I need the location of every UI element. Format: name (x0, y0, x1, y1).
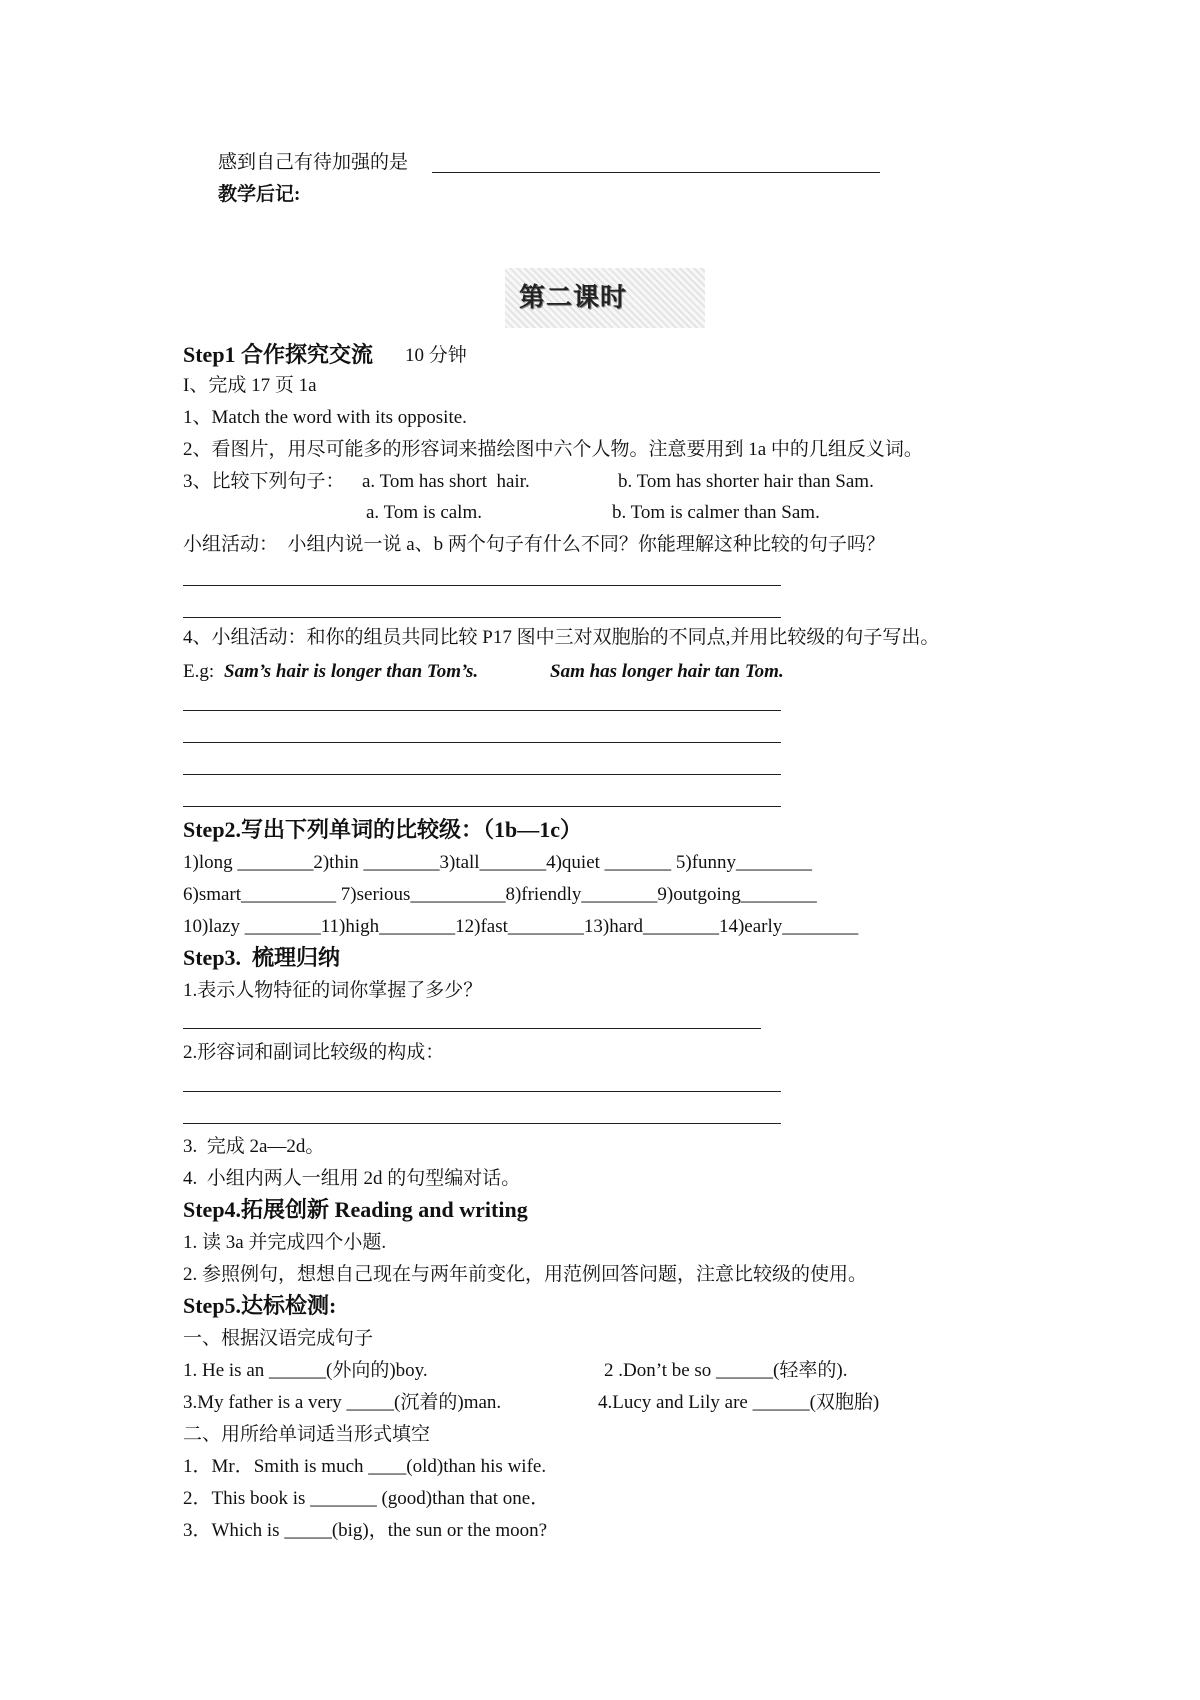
step1-time: 10 分钟 (405, 345, 467, 366)
step1-item-3-sentence-a1: a. Tom has short hair. (362, 471, 530, 492)
step4-question-1: 1. 读 3a 并完成四个小题. (183, 1232, 387, 1253)
step5-fill-2: 2．This book is _______ (good)than that one． (183, 1488, 550, 1509)
step2-row-2: 6)smart__________ 7)serious__________8)friendly________9)outgoing________ (183, 884, 817, 905)
step1-example-label: E.g: (183, 661, 219, 682)
step1-group-activity: 小组活动： 小组内说一说 a、b 两个句子有什么不同？你能理解这种比较的句子吗？ (183, 534, 885, 555)
step1-item-3-sentence-a2: a. Tom is calm. (366, 502, 482, 523)
step5-fill-1: 1．Mr．Smith is much ____(old)than his wife. (183, 1456, 547, 1477)
step1-example-1: Sam’s hair is longer than Tom’s. (224, 661, 479, 682)
step1-item-3-sentence-b2: b. Tom is calmer than Sam. (612, 502, 820, 523)
answer-line (183, 742, 781, 743)
lesson-title-block (505, 268, 705, 328)
step4-heading: Step4.拓展创新 Reading and writing (183, 1197, 528, 1222)
lesson-title: 第二课时 (519, 283, 628, 312)
step3-heading: Step3. 梳理归纳 (183, 945, 341, 970)
step3-question-4: 4. 小组内两人一组用 2d 的句型编对话。 (183, 1168, 521, 1189)
step2-row-3: 10)lazy ________11)high________12)fast________13)hard________14)early________ (183, 916, 859, 937)
teaching-notes-label: 教学后记: (218, 184, 301, 205)
weak-point-answer-line (432, 172, 880, 173)
step2-row-1: 1)long ________2)thin ________3)tall_______4)quiet _______ 5)funny________ (183, 852, 813, 873)
answer-line (183, 1091, 781, 1092)
step1-example-2: Sam has longer hair tan Tom. (550, 661, 784, 682)
answer-line (183, 1028, 761, 1029)
step3-question-3: 3. 完成 2a—2d。 (183, 1136, 325, 1157)
step1-item-2: 2、看图片，用尽可能多的形容词来描绘图中六个人物。注意要用到 1a 中的几组反义词。 (183, 439, 923, 460)
answer-line (183, 585, 781, 586)
step5-sentence-2: 2 .Don’t be so ______(轻率的). (604, 1360, 848, 1381)
answer-line (183, 710, 781, 711)
step5-sentence-3: 3.My father is a very _____(沉着的)man. (183, 1392, 502, 1413)
answer-line (183, 617, 781, 618)
answer-line (183, 1123, 781, 1124)
step1-item-3-sentence-b1: b. Tom has shorter hair than Sam. (618, 471, 874, 492)
step5-sentence-1: 1. He is an ______(外向的)boy. (183, 1360, 428, 1381)
weak-point-label: 感到自己有待加强的是 (218, 152, 409, 173)
step5-heading: Step5.达标检测: (183, 1293, 337, 1318)
answer-line (183, 806, 781, 807)
step1-item-4: 4、小组活动：和你的组员共同比较 P17 图中三对双胞胎的不同点,并用比较级的句子写出。 (183, 627, 940, 648)
step1-heading: Step1 合作探究交流 (183, 342, 374, 367)
step1-part-i: I、完成 17 页 1a (183, 375, 317, 396)
answer-line (183, 774, 781, 775)
step5-part-2: 二、用所给单词适当形式填空 (183, 1424, 431, 1445)
step3-question-1: 1.表示人物特征的词你掌握了多少？ (183, 980, 483, 1001)
step5-sentence-4: 4.Lucy and Lily are ______(双胞胎) (598, 1392, 880, 1413)
step4-question-2: 2. 参照例句，想想自己现在与两年前变化，用范例回答问题，注意比较级的使用。 (183, 1264, 868, 1285)
step2-heading: Step2.写出下列单词的比较级：（1b—1c） (183, 817, 583, 842)
step1-item-1: 1、Match the word with its opposite. (183, 407, 467, 428)
step1-item-3-prefix: 3、比较下列句子： (183, 471, 345, 492)
step5-fill-3: 3．Which is _____(big)，the sun or the moon? (183, 1520, 548, 1541)
step3-question-2: 2.形容词和副词比较级的构成： (183, 1042, 445, 1063)
step5-part-1: 一、根据汉语完成句子 (183, 1328, 374, 1349)
